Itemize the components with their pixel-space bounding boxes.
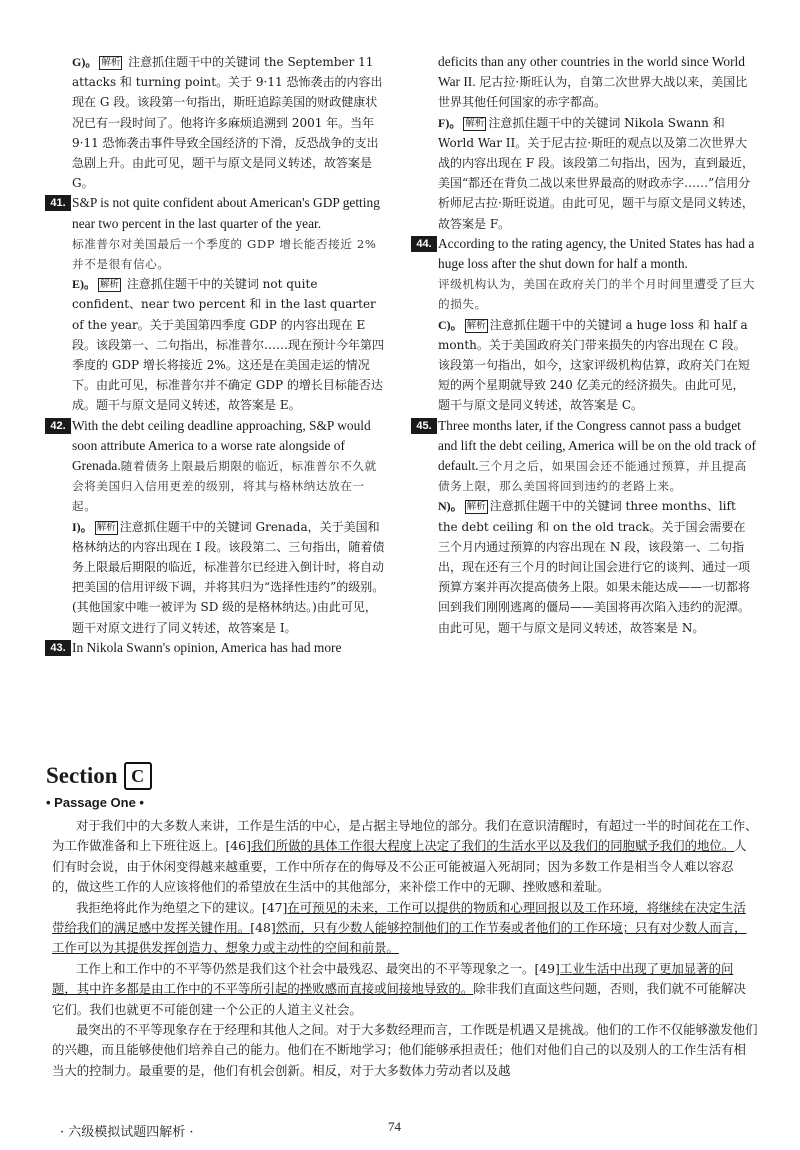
question-statement: Three months later, if the Congress cannot pass a budget and lift the debt ceiling, America will be on the old track of default. [438, 417, 756, 474]
passage-paragraph-2 [52, 898, 758, 959]
answer-explanation-40-cont [52, 52, 388, 193]
sentence-marker-46: [46] [225, 838, 251, 854]
sentence-marker-47: [47] [261, 899, 288, 915]
answer-explanation [438, 113, 756, 234]
question-statement: In Nikola Swann's opinion, America has had more [72, 639, 342, 655]
underlined-sentence-46: 我们所做的具体工作很大程度上决定了我们的生活水平以及我们的同胞赋予我们的地位。 [250, 838, 735, 854]
left-column [52, 52, 388, 658]
question-translation: 标准普尔对美国最后一个季度的 GDP 增长能否接近 2% 并不是很有信心。 [72, 236, 377, 272]
analysis-tag: 解析 [466, 319, 486, 331]
question-statement: S&P is not quite confident about American's GDP getting near two percent in the last quarter of the year. [72, 195, 380, 231]
underlined-sentence-49: 工业生活中出现了更加显著的问题，其中许多都是由工作中的不平等所引起的挫败感而直接或间接地导致的。 [52, 960, 734, 997]
passage-translation [52, 816, 758, 1081]
sentence-marker-49: [49] [534, 960, 560, 976]
right-column [418, 52, 756, 638]
question-number: 41. [45, 195, 71, 211]
answer-letter: C)。 [438, 317, 463, 332]
passage-paragraph-1 [52, 816, 758, 898]
answer-explanation [438, 315, 756, 416]
question-statement: deficits than any other countries in the world since World War II. [438, 54, 745, 90]
answer-letter: E)。 [72, 277, 97, 292]
question-number: 44. [411, 236, 437, 252]
question-45 [418, 416, 756, 638]
answer-explanation [72, 517, 388, 638]
question-number: 45. [411, 418, 437, 434]
page-number: 74 [388, 1119, 401, 1134]
passage-title: • Passage One • [46, 795, 144, 810]
section-heading [46, 762, 152, 790]
question-statement: With the debt ceiling deadline approaching, S&P would soon attribute America to a worse rate alongside of Grenada. [72, 417, 371, 474]
analysis-tag: 解析 [100, 279, 120, 291]
answer-letter: F)。 [438, 115, 462, 130]
question-43-cont [418, 52, 756, 234]
question-translation: 尼古拉·斯旺认为，自第二次世界大战以来，美国比世界其他任何国家的赤字都高。 [438, 75, 748, 110]
question-statement: According to the rating agency, the United States has had a huge loss after the shut down for half a month. [438, 235, 755, 272]
explanation-text: 注意抓住题干中的关键词 a huge loss 和 half a month。关于美国政府关门带来损失的内容出现在 C 段。该段第一句指出，如今，这家评级机构估算，政府关门在短短的两个星期就导致 240 亿美元的经济损失。由此可见，题干与原文是同义转述，故答案是 C。 [438, 317, 751, 413]
question-41 [52, 193, 388, 415]
question-translation: 评级机构认为，美国在政府关门的半个月时间里遭受了巨大的损失。 [438, 277, 756, 312]
section-letter-badge: C [124, 762, 152, 790]
analysis-tag: 解析 [101, 57, 121, 68]
text: 人们有时会说，由于休闲变得越来越重要，工作中所存在的侮辱及不公正可能被逼入死胡同；因为多数工作是相当令人难以容忍的，做这些工作的人应该将他们的希望放在生活中的其他部分，来补偿工作中的无聊、挫败感和羞耻。 [52, 838, 747, 895]
question-43 [52, 638, 388, 658]
explanation-text: 注意抓住题干中的关键词 Grenada，关于美国和格林纳达的内容出现在 I 段。该段第二、三句指出，随着债务上限最后期限的临近，标准普尔已经进入倒计时，将自动把美国的信用评级下调，并将其归为“选择性违约”的级别。(其他国家中唯一被评为 SD 级的是格林纳达。)由此可见，题干对原文进行了同义转述，故答案是 I。 [72, 519, 385, 635]
passage-paragraph-3 [52, 959, 758, 1020]
analysis-tag: 解析 [466, 501, 486, 513]
answer-explanation [438, 496, 756, 637]
answer-explanation [72, 274, 388, 415]
underlined-sentence-48: 然而，只有少数人能够控制他们的工作节奏或者他们的工作环境；只有对少数人而言，工作可以为其提供发挥创造力、想象力或主动性的空间和前景。 [52, 920, 747, 956]
underlined-sentence-47: 在可预见的未来，工作可以提供的物质和心理回报以及工作环境，将继续在决定生活带给我们的满足感中发挥关键作用。 [52, 899, 746, 936]
analysis-tag: 解析 [465, 117, 485, 129]
explanation-text: 注意抓住题干中的关键词 Nikola Swann 和 World War II。关于尼古拉·斯旺的观点以及第二次世界大战的内容出现在 F 段。该段第二句指出，因为，直到最近，美国“都还在背负二战以来世界最高的财政赤字……”信用分析师尼古拉·斯旺说道。由此可见，题干与原文是同义转述，故答案是 F。 [438, 115, 754, 231]
answer-letter: G)。 [72, 55, 98, 69]
question-number: 42. [45, 418, 71, 434]
question-number: 43. [45, 640, 71, 656]
text: 我拒绝将此作为绝望之下的建议。 [76, 899, 262, 915]
explanation-text: 注意抓住题干中的关键词 not quite confident、near two percent 和 in the last quarter of the year。关于美国第四季度 GDP 的内容出现在 E 段。该段第一、二句指出，标准普尔……现在预计今年第四季度的 GDP 增长将接近 2%。这还是在美国走运的情况下。由此可见，标准普尔并不确定 GDP 的增长目标能否达成。题干与原文是同义转述，故答案是 E。 [72, 277, 385, 413]
text: 除非我们直面这些问题，否则，我们就不可能解决它们。我们也就更不可能创建一个公正的人道主义社会。 [52, 981, 746, 1017]
section-label: Section [46, 763, 118, 788]
text: 工作上和工作中的不平等仍然是我们这个社会中最残忍、最突出的不平等现象之一。 [76, 960, 535, 976]
analysis-tag: 解析 [96, 521, 116, 533]
explanation-text: 注意抓住题干中的关键词 three months、lift the debt ceiling 和 on the old track。关于国会需要在三个月内通过预算的内容出现在 N 段，该段第一、二句指出，现在还有三个月的时间让国会进行它的谈判、通过一项预算方案并再次提高债务上限。如果未能达成——一切都将回到我们刚刚逃离的僵局——美国将再次陷入违约的泥潭。由此可见，题干与原文是同义转述，故答案是 N。 [438, 499, 751, 635]
sentence-marker-48: [48] [250, 920, 276, 936]
passage-paragraph-4: 最突出的不平等现象存在于经理和其他人之间。对于大多数经理而言，工作既是机遇又是挑战。他们的工作不仅能够激发他们的兴趣，而且能够使他们培养自己的能力。他们在不断地学习；他们能够承担责任；他们对他们自己的以及别人的工作生活有相当大的控制力。最重要的是，他们有机会创新。相反，对于大多数体力劳动者以及越 [52, 1022, 758, 1078]
explanation-text: 注意抓住题干中的关键词 the September 11 attacks 和 turning point。关于 9·11 恐怖袭击的内容出现在 G 段。该段第一句指出，斯旺追踪美国的财政健康状况已有一段时间了。他将许多麻烦追溯到 2001 年。当年 9·11 恐怖袭击事件导致全国经济的下滑，反恐战争的支出急剧上升。由此可见，题干与原文是同义转述，故答案是 G。 [72, 55, 383, 191]
question-translation: 三个月之后，如果国会还不能通过预算，并且提高债务上限，那么美国将回到违约的老路上来。 [438, 459, 747, 494]
question-44 [418, 234, 756, 416]
footer-title: · 六级模拟试题四解析 · [60, 1125, 194, 1140]
question-42 [52, 416, 388, 638]
text: 对于我们中的大多数人来讲，工作是生活的中心，是占据主导地位的部分。我们在意识清醒时，有超过一半的时间花在工作、为工作做准备和上下班往返上。 [52, 818, 758, 854]
answer-letter: N)。 [438, 499, 463, 514]
question-translation: 随着债务上限最后期限的临近，标准普尔不久就会将美国归入信用更差的级别，将其与格林纳达放在一起。 [72, 459, 377, 514]
answer-letter: I)。 [72, 519, 93, 534]
